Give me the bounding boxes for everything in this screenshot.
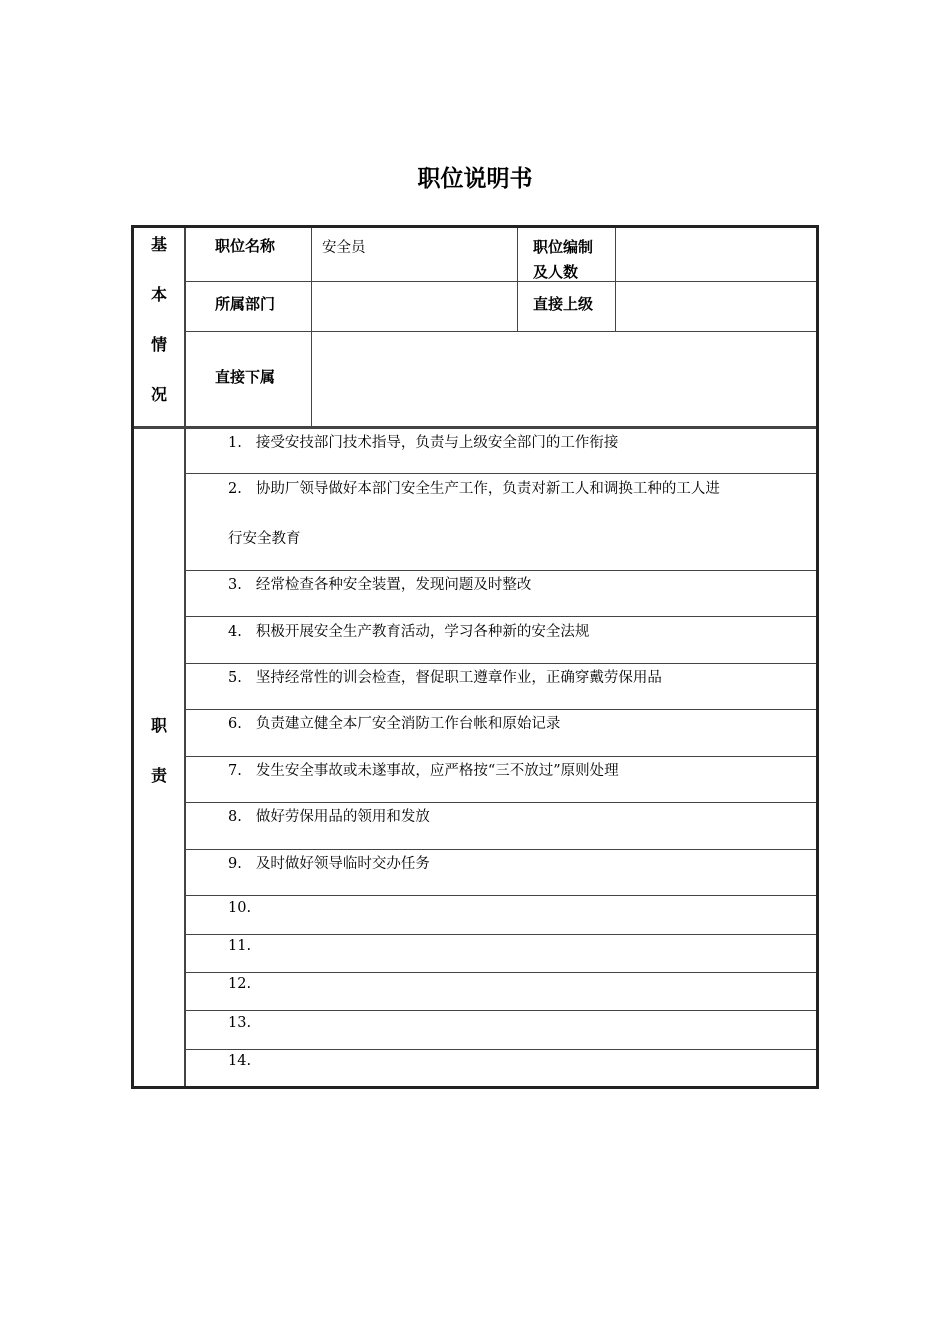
basic-duties-divider (134, 426, 816, 429)
basic-section-char: 况 (150, 385, 167, 404)
duty-number: 3. (228, 577, 242, 593)
duty-row-divider (185, 802, 816, 803)
basic-row-divider-2 (185, 331, 816, 332)
duty-text: 发生安全事故或未遂事故，应严格按“三不放过”原则处理 (255, 763, 619, 779)
duty-item (228, 1013, 813, 1033)
duty-item (228, 575, 813, 595)
basic-section-label (134, 232, 184, 432)
section-column-divider (184, 228, 186, 1086)
supervisor-label: 直接上级 (533, 295, 594, 313)
duty-item (228, 761, 813, 781)
position-name-value: 安全员 (322, 240, 366, 256)
duty-item (228, 1051, 813, 1071)
duty-text: 做好劳保用品的领用和发放 (255, 809, 430, 825)
duty-number: 12. (228, 976, 252, 992)
basic-section-char: 本 (150, 285, 167, 304)
duty-number: 8. (228, 809, 242, 825)
duty-row-divider (185, 1010, 816, 1011)
duty-number: 13. (228, 1015, 252, 1031)
duty-text: 及时做好领导临时交办任务 (255, 856, 430, 872)
duty-row-divider (185, 756, 816, 757)
duty-item (228, 433, 813, 453)
duty-number: 6. (228, 716, 242, 732)
duty-row-divider (185, 849, 816, 850)
duties-section-label (134, 713, 184, 813)
duty-number: 11. (228, 938, 252, 954)
basic-section-char: 基 (150, 235, 167, 254)
duty-item (228, 807, 813, 827)
duty-number: 7. (228, 763, 242, 779)
duty-text: 协助厂领导做好本部门安全生产工作，负责对新工人和调换工种的工人进 (255, 481, 720, 497)
duty-text: 坚持经常性的训会检查，督促职工遵章作业，正确穿戴劳保用品 (255, 670, 662, 686)
duty-row-divider (185, 972, 816, 973)
duty-item (228, 479, 813, 499)
headcount-label (533, 235, 613, 285)
duty-number: 14. (228, 1053, 252, 1069)
headcount-label-line2: 及人数 (533, 263, 579, 281)
duty-item (228, 622, 813, 642)
basic-row-divider-1 (185, 281, 816, 282)
duty-number: 1. (228, 435, 242, 451)
duty-item (228, 974, 813, 994)
duties-section-char: 责 (150, 766, 167, 785)
duty-row-divider (185, 663, 816, 664)
duty-text: 经常检查各种安全装置，发现问题及时整改 (255, 577, 532, 593)
duty-row-divider (185, 895, 816, 896)
basic-col-divider-1 (311, 228, 312, 427)
basic-col-divider-2 (517, 228, 518, 332)
department-label: 所属部门 (215, 295, 276, 313)
job-description-table (131, 225, 819, 1089)
duties-section-char: 职 (150, 716, 167, 735)
duty-row-divider (185, 1049, 816, 1050)
duty-row-divider (185, 616, 816, 617)
duty-item (228, 936, 813, 956)
duty-number: 9. (228, 856, 242, 872)
duty-text: 负责建立健全本厂安全消防工作台帐和原始记录 (255, 716, 561, 732)
document-title: 职位说明书 (417, 166, 533, 192)
duty-number: 4. (228, 624, 242, 640)
position-name-label: 职位名称 (215, 237, 276, 255)
duty-item (228, 668, 813, 688)
duty-item (228, 898, 813, 918)
headcount-label-line1: 职位编制 (533, 238, 594, 256)
duty-item (228, 854, 813, 874)
duty-row-divider (185, 934, 816, 935)
duty-item (228, 714, 813, 734)
duty-text: 接受安技部门技术指导，负责与上级安全部门的工作衔接 (255, 435, 619, 451)
duty-number: 10. (228, 900, 252, 916)
subordinates-label: 直接下属 (215, 368, 276, 386)
duty-row-divider (185, 473, 816, 474)
basic-section-char: 情 (150, 335, 167, 354)
duty-row-divider (185, 709, 816, 710)
duty-number: 2. (228, 481, 242, 497)
duty-item-continuation: 行安全教育 (228, 531, 301, 547)
duty-text: 积极开展安全生产教育活动，学习各种新的安全法规 (255, 624, 590, 640)
duty-row-divider (185, 570, 816, 571)
duty-number: 5. (228, 670, 242, 686)
basic-col-divider-3 (615, 228, 616, 332)
